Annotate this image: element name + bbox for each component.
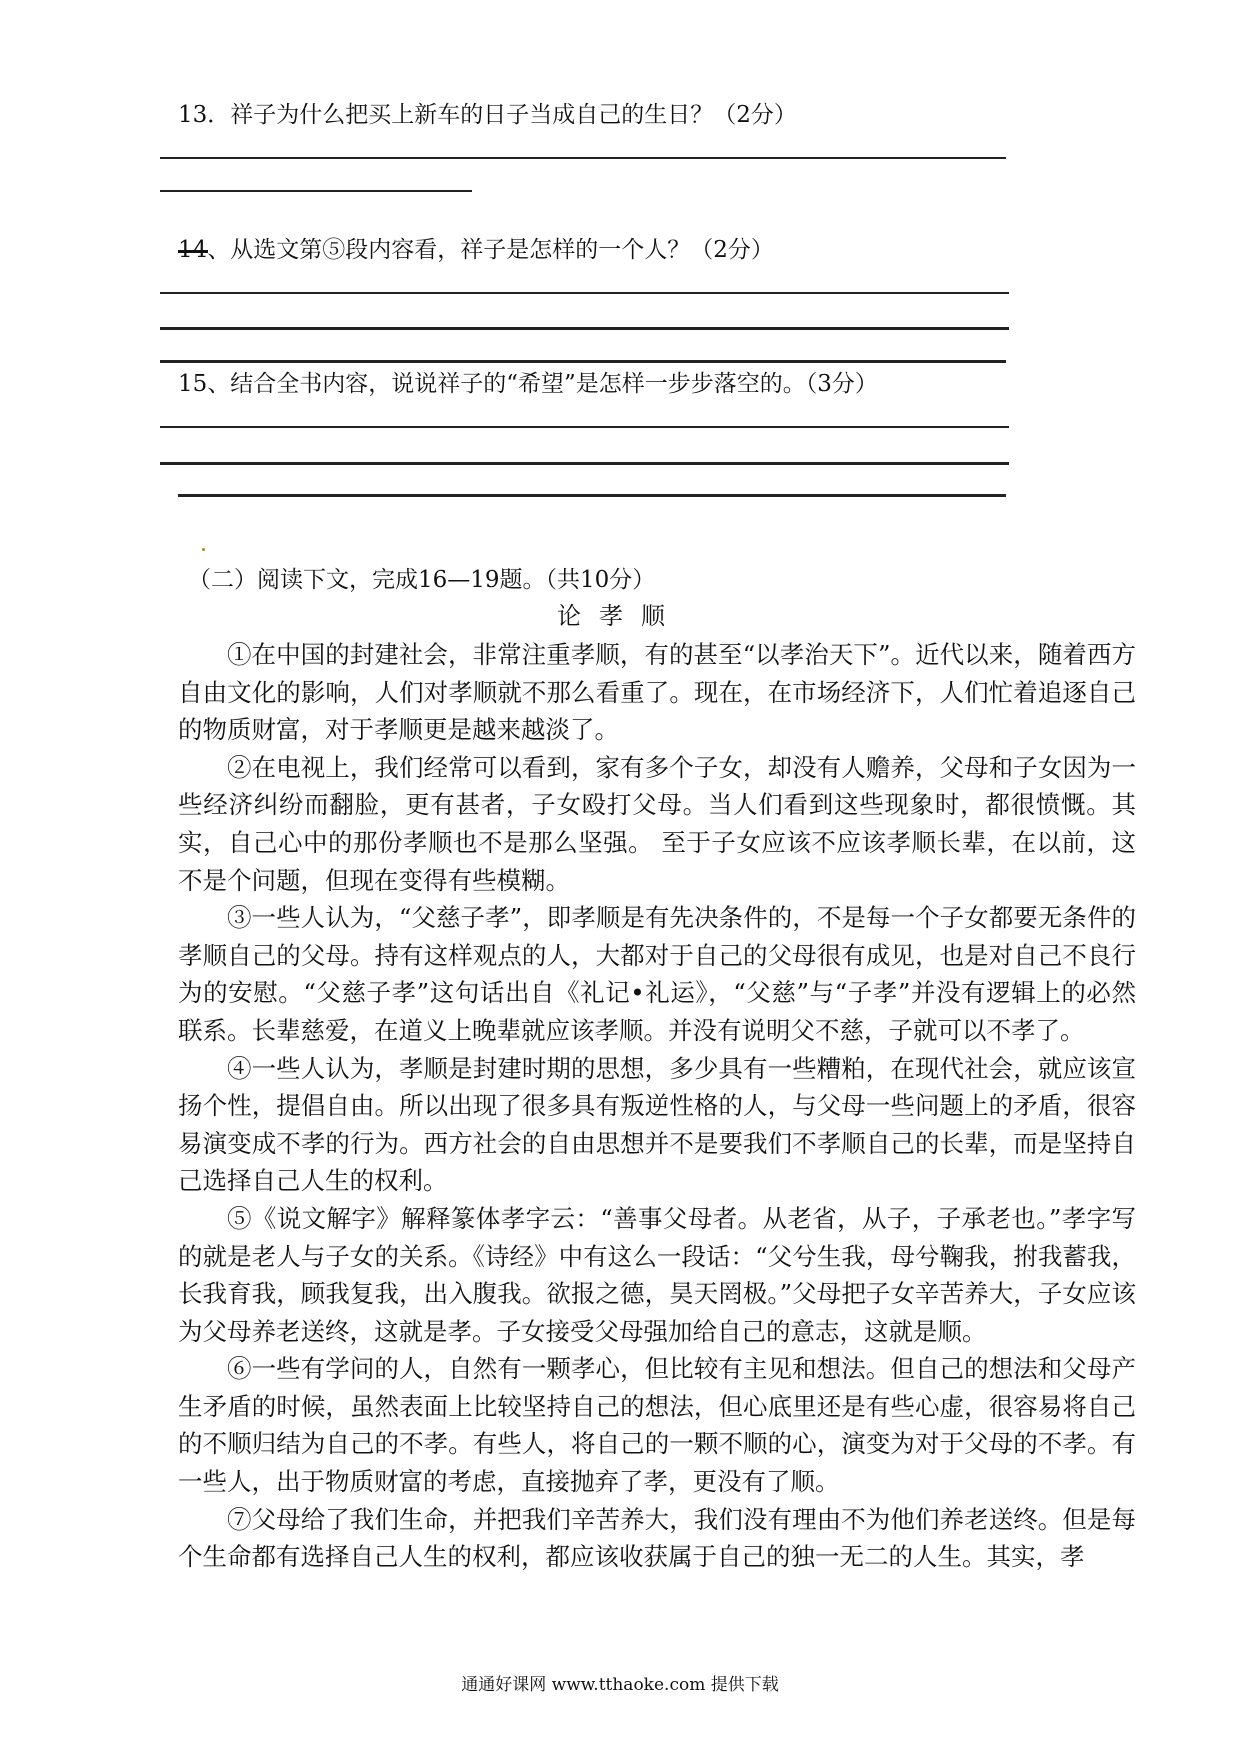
question-13: 13．祥子为什么把买上新车的日子当成自己的生日？（2分） [178,102,797,128]
answer-line[interactable] [160,292,1009,294]
footer-credit: 通通好课网 www.tthaoke.com 提供下载 [461,1675,779,1695]
section-heading: （二）阅读下文，完成16—19题。（共10分） [188,567,656,593]
article-title: 论孝顺 [557,602,683,630]
paragraph-4: ④一些人认为，孝顺是封建时期的思想，多少具有一些糟粕，在现代社会，就应该宣扬个性，提倡自由。所以出现了很多具有叛逆性格的人，与父母一些问题上的矛盾，很容易演变成不孝的行为。西方社会的自由思想并不是要我们不孝顺自己的长辈，而是坚持自己选择自己人生的权利。 [178,1053,1136,1196]
answer-line[interactable] [160,190,472,192]
paragraph-5: ⑤《说文解字》解释篆体孝字云：“善事父母者。从老省，从子，子承老也。”孝字写的就是老人与子女的关系。《诗经》中有这么一段话：“父兮生我，母兮鞠我，拊我蓄我，长我育我，顾我复我，出入腹我。欲报之德，昊天罔极。”父母把子女辛苦养大，子女应该为父母养老送终，这就是孝。子女接受父母强加给自己的意志，这就是顺。 [178,1203,1136,1346]
answer-line[interactable] [160,157,1006,159]
paragraph-2: ②在电视上，我们经常可以看到，家有多个子女，却没有人赡养，父母和子女因为一些经济纠纷而翻脸，更有甚者，子女殴打父母。当人们看到这些现象时，都很愤慨。其实，自己心中的那份孝顺也不是那么坚强。 至于子女应该不应该孝顺长辈，在以前，这不是个问题，但现在变得有些模糊。 [178,752,1136,895]
answer-line[interactable] [178,494,1006,497]
article-body [178,636,1136,1576]
stray-mark [202,548,205,551]
question-15: 15、结合全书内容，说说祥子的“希望”是怎样一步步落空的。（3分） [178,371,878,397]
answer-line[interactable] [160,327,1009,330]
paragraph-6: ⑥一些有学问的人，自然有一颗孝心，但比较有主见和想法。但自己的想法和父母产生矛盾的时候，虽然表面上比较坚持自己的想法，但心底里还是有些心虚，很容易将自己的不顺归结为自己的不孝。有些人，将自己的一颗不顺的心，演变为对于父母的不孝。有一些人，出于物质财富的考虑，直接抛弃了孝，更没有了顺。 [178,1354,1136,1497]
paragraph-1: ①在中国的封建社会，非常注重孝顺，有的甚至“以孝治天下”。近代以来，随着西方自由文化的影响，人们对孝顺就不那么看重了。现在，在市场经济下，人们忙着追逐自己的物质财富，对于孝顺更是越来越淡了。 [178,640,1136,745]
answer-line[interactable] [160,426,1009,428]
answer-line[interactable] [160,462,1009,465]
answer-line[interactable] [160,360,1006,363]
paragraph-7: ⑦父母给了我们生命，并把我们辛苦养大，我们没有理由不为他们养老送终。但是每个生命都有选择自己人生的权利，都应该收获属于自己的独一无二的人生。其实，孝 [178,1504,1136,1572]
paragraph-3: ③一些人认为，“父慈子孝”，即孝顺是有先决条件的，不是每一个子女都要无条件的孝顺自己的父母。持有这样观点的人，大都对于自己的父母很有成见，也是对自己不良行为的安慰。“父慈子孝”这句话出自《礼记•礼运》，“父慈”与“子孝”并没有逻辑上的必然联系。长辈慈爱，在道义上晚辈就应该孝顺。并没有说明父不慈，子就可以不孝了。 [178,903,1136,1045]
question-14: 14、从选文第⑤段内容看，祥子是怎样的一个人？（2分） [178,237,774,263]
